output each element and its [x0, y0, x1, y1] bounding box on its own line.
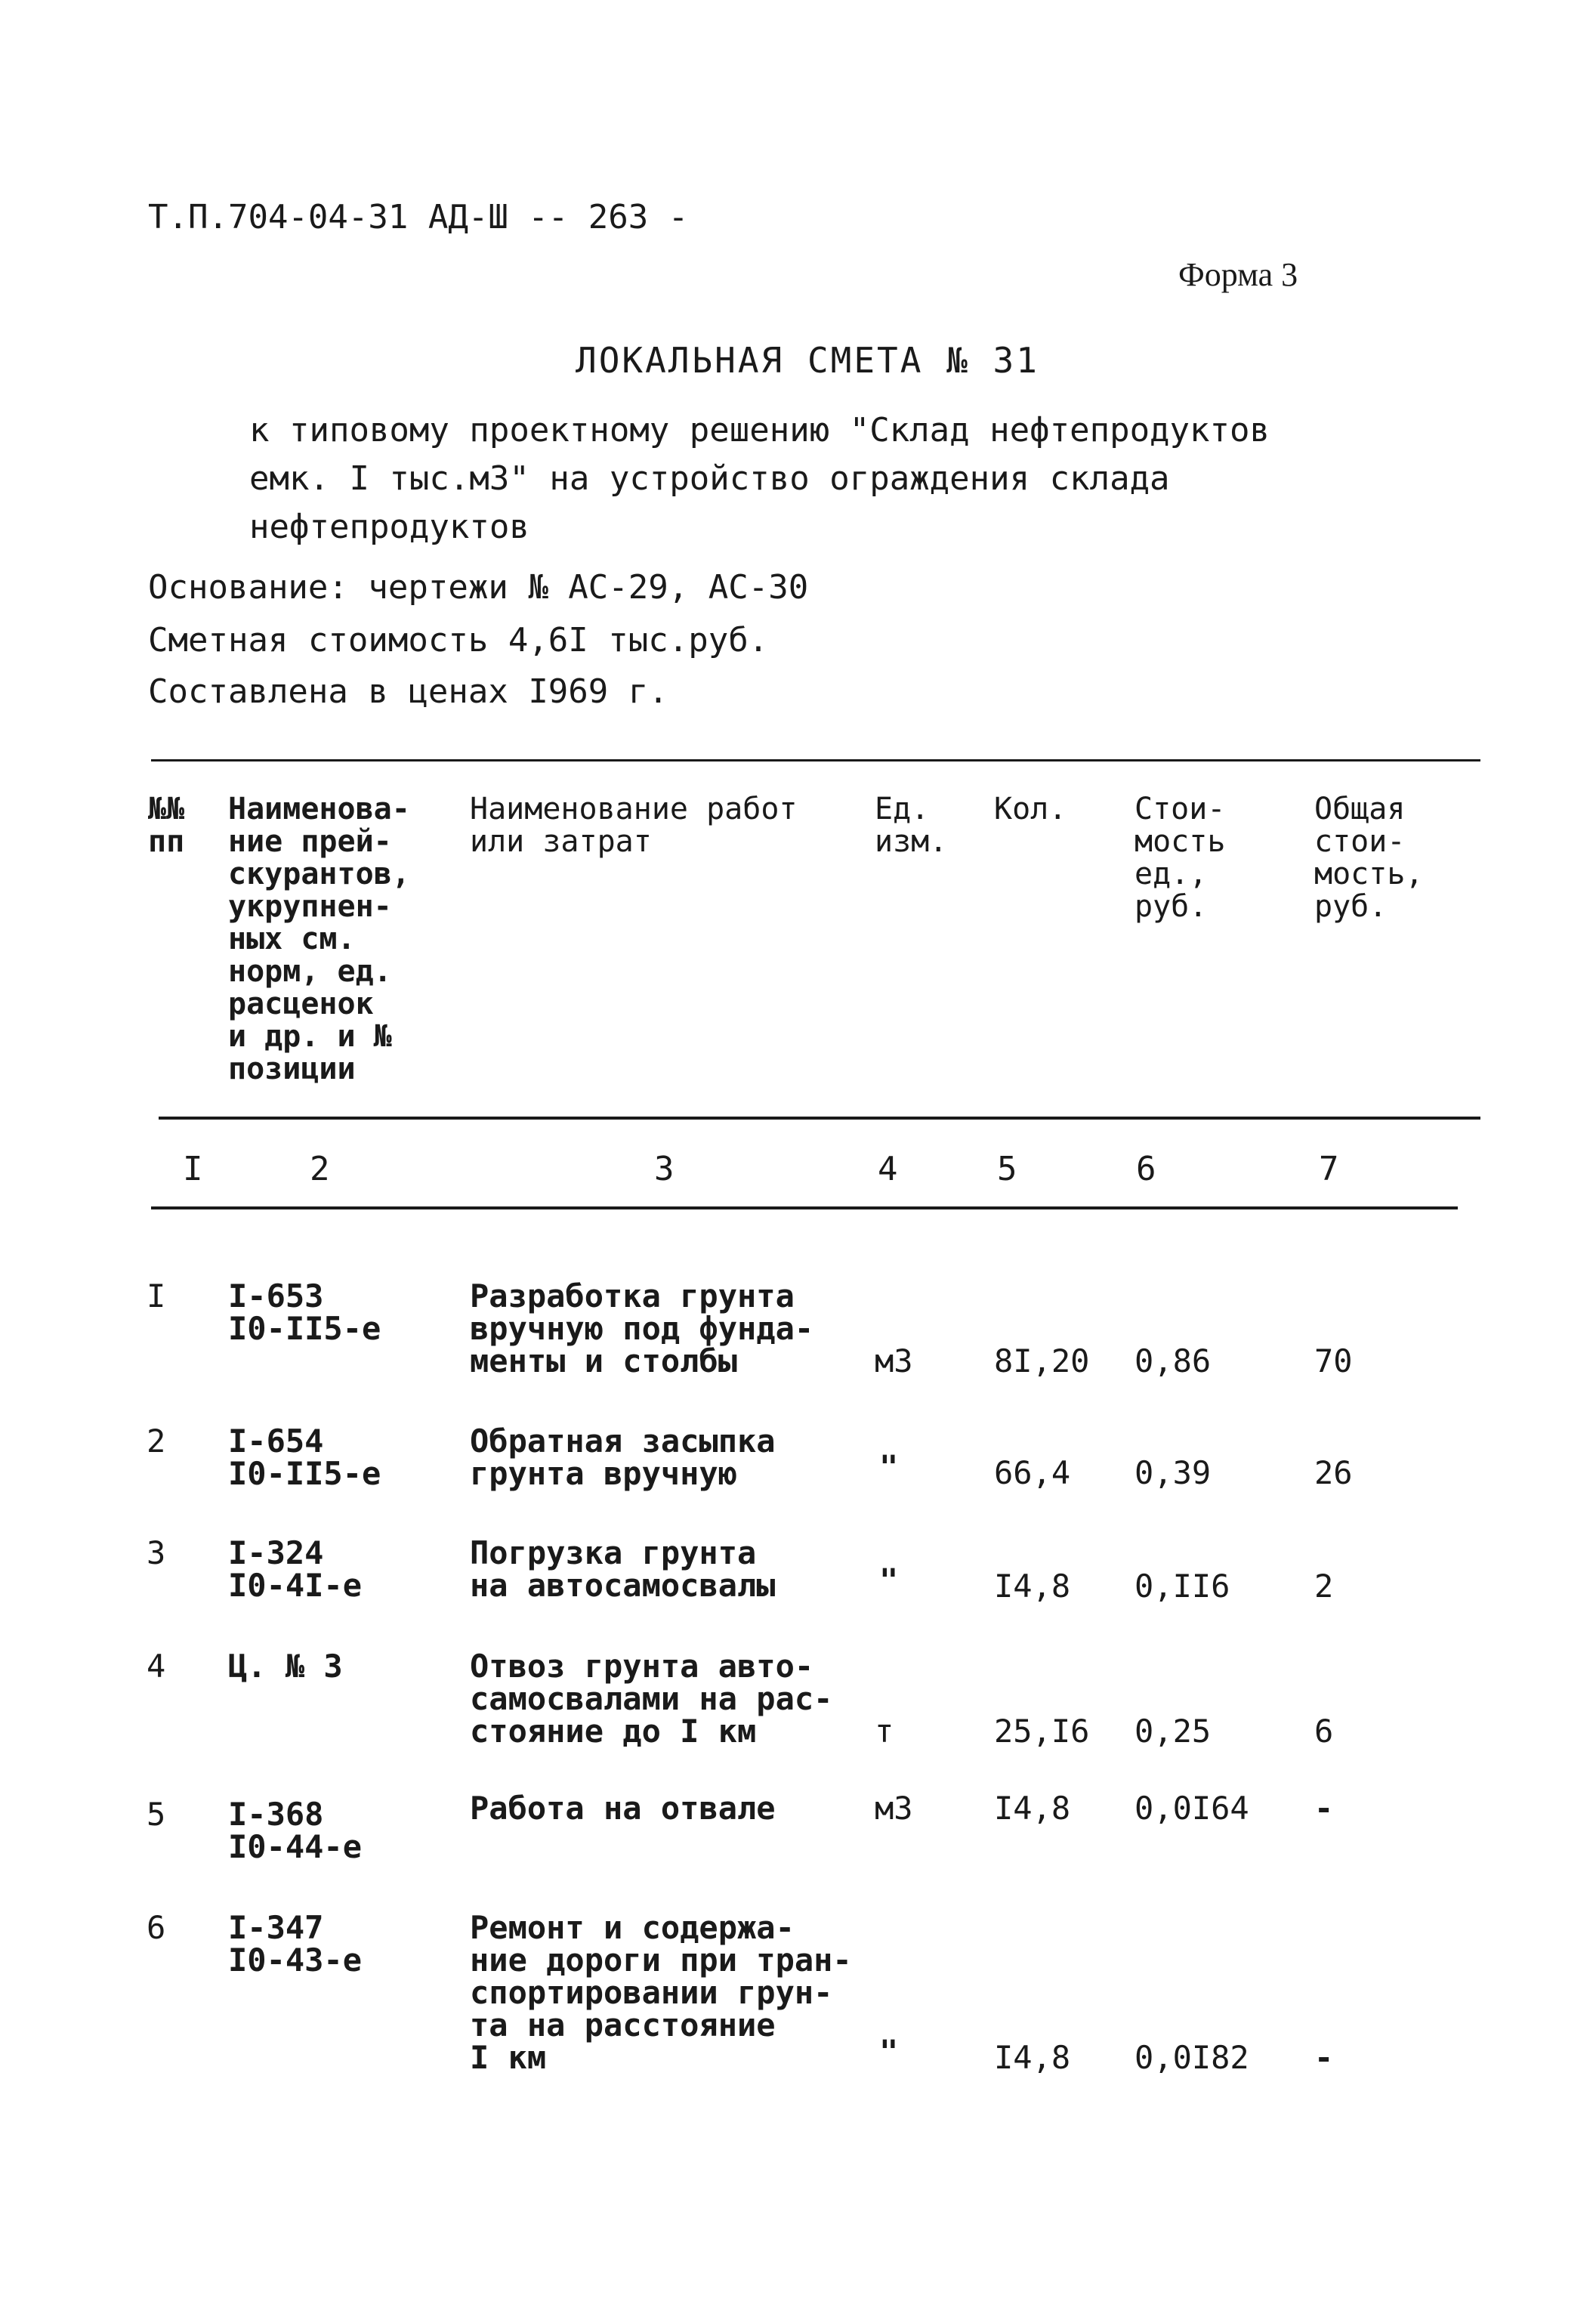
- row-quantity: 25,I6: [994, 1713, 1090, 1750]
- row-unit-price: 0,86: [1134, 1342, 1212, 1379]
- row-unit-price: 0,0I64: [1134, 1790, 1249, 1827]
- row-unit: ": [879, 2033, 899, 2070]
- row-quantity: 8I,20: [994, 1342, 1090, 1379]
- row-number: 6: [147, 1909, 166, 1946]
- row-unit-price: 0,25: [1134, 1713, 1212, 1750]
- row-quantity: 66,4: [994, 1454, 1071, 1491]
- form-label: Форма 3: [1178, 256, 1298, 293]
- row-unit-price: 0,0I82: [1134, 2039, 1249, 2076]
- prices-year-line: Составлена в ценах I969 г.: [148, 672, 668, 711]
- row-unit: м3: [875, 1342, 913, 1379]
- document-code: Т.П.704-04-31 АД-Ш -- 263 -: [148, 198, 689, 236]
- row-name: Разработка грунта вручную под фунда- менты и столбы: [470, 1277, 814, 1379]
- row-number: 2: [147, 1423, 166, 1460]
- row-total: 6: [1314, 1713, 1334, 1750]
- row-code: I-368 I0-44-е: [228, 1796, 363, 1865]
- row-quantity: I4,8: [994, 1568, 1071, 1605]
- row-total: 70: [1314, 1342, 1353, 1379]
- header-bottom-rule: [159, 1117, 1480, 1120]
- row-total: -: [1314, 1790, 1334, 1827]
- estimated-cost-line: Сметная стоимость 4,6I тыс.руб.: [148, 621, 769, 660]
- row-unit: м3: [875, 1790, 913, 1827]
- row-total: -: [1314, 2039, 1334, 2076]
- header-cell: Наименова- ние прей- скурантов, укрупнен- ных см. норм, ед. расценок и др. и № позиции: [228, 792, 410, 1086]
- header-cell: №№ пп: [148, 792, 185, 859]
- row-unit: ": [879, 1562, 899, 1599]
- row-unit-price: 0,II6: [1134, 1568, 1230, 1605]
- row-unit: ": [879, 1448, 899, 1485]
- row-name: Погрузка грунта на автосамосвалы: [470, 1534, 776, 1604]
- row-number: 4: [147, 1648, 166, 1685]
- row-name: Отвоз грунта авто- самосвалами на рас- стояние до I км: [470, 1648, 833, 1750]
- basis-line: Основание: чертежи № АС-29, АС-30: [148, 568, 809, 607]
- row-code: I-654 I0-II5-е: [228, 1423, 381, 1492]
- column-number: 4: [878, 1150, 898, 1188]
- column-number: 3: [654, 1150, 675, 1188]
- row-number: 5: [147, 1796, 166, 1833]
- header-cell: Стои- мость ед., руб.: [1134, 792, 1226, 924]
- header-cell: Общая стои- мость, руб.: [1314, 792, 1424, 924]
- row-number: 3: [147, 1534, 166, 1571]
- row-unit-price: 0,39: [1134, 1454, 1212, 1491]
- row-total: 2: [1314, 1568, 1334, 1605]
- row-code: I-653 I0-II5-е: [228, 1277, 381, 1347]
- column-number: 2: [310, 1150, 330, 1188]
- document-title: ЛОКАЛЬНАЯ СМЕТА № 31: [576, 340, 1039, 381]
- table-top-rule: [151, 759, 1480, 761]
- header-cell: Ед. изм.: [875, 792, 948, 859]
- header-cell: Наименование работ или затрат: [470, 792, 798, 859]
- row-quantity: I4,8: [994, 2039, 1071, 2076]
- column-numbers-rule: [151, 1206, 1458, 1209]
- column-number: I: [183, 1150, 203, 1188]
- row-name: Обратная засыпка грунта вручную: [470, 1423, 776, 1492]
- row-number: I: [147, 1277, 166, 1314]
- document-subject: к типовому проектному решению "Склад нефтепродуктов емк. I тыс.м3" на устройство ограждения склада нефтепродуктов: [249, 411, 1270, 546]
- row-code: I-324 I0-4I-е: [228, 1534, 363, 1604]
- row-total: 26: [1314, 1454, 1353, 1491]
- row-name: Работа на отвале: [470, 1790, 776, 1827]
- row-code: Ц. № 3: [228, 1648, 343, 1685]
- column-number: 6: [1136, 1150, 1156, 1188]
- header-cell: Кол.: [994, 792, 1067, 826]
- row-code: I-347 I0-43-е: [228, 1909, 363, 1979]
- row-quantity: I4,8: [994, 1790, 1071, 1827]
- column-number: 5: [997, 1150, 1017, 1188]
- row-name: Ремонт и содержа- ние дороги при тран- спортировании грун- та на расстояние I км: [470, 1909, 852, 2076]
- column-number: 7: [1319, 1150, 1339, 1188]
- row-unit: т: [875, 1713, 894, 1750]
